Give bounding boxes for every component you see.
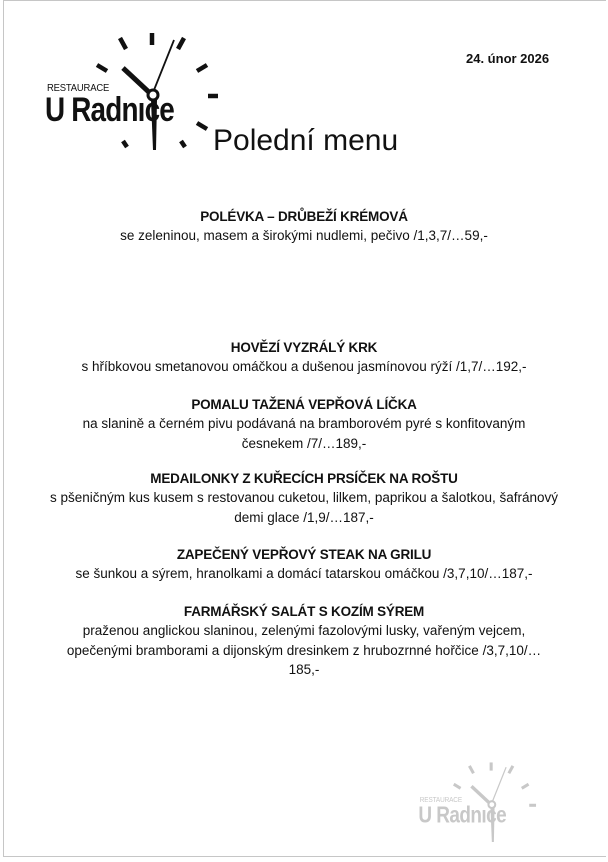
menu-item: [50, 469, 558, 527]
menu-item: [60, 602, 548, 680]
menu-item: [60, 395, 548, 453]
dish-description: s pšeničným kus kusem s restovanou cuketou, lilkem, paprikou a šalotkou, šafránový demi glace /1,9/…187,-: [50, 490, 558, 525]
menu-item: [40, 545, 568, 584]
logo-small-text: RESTAURACE: [419, 795, 462, 804]
restaurant-logo: [40, 25, 240, 155]
footer-logo: [415, 757, 551, 828]
dish-name: HOVĚZÍ VYZRÁLÝ KRK: [230, 340, 378, 355]
dish-name: MEDAILONKY Z KUŘECÍCH PRSÍČEK NA ROŠTU: [150, 471, 458, 486]
dish-description: s hříbkovou smetanovou omáčkou a dušenou jasmínovou rýží /1,7/…192,-: [81, 359, 527, 374]
dish-description: se šunkou a sýrem, hranolkami a domácí tatarskou omáčkou /3,7,10/…187,-: [75, 566, 533, 581]
page-title: Polední menu: [213, 124, 399, 157]
dish-description: praženou anglickou slaninou, zelenými fazolovými lusky, vařeným vejcem, opečenými bramborami a dijonským dresinkem z hrubozrnné hořčice /3,7,10/…185,-: [66, 623, 542, 677]
dish-description: na slanině a černém pivu podávaná na bramborovém pyré s konfitovaným česnekem /7/…189,-: [82, 416, 526, 451]
logo-name: U Radnıce: [418, 801, 507, 828]
menu-item: [40, 338, 568, 377]
menu-date: 24. únor 2026: [466, 51, 550, 66]
dish-name: ZAPEČENÝ VEPŘOVÝ STEAK NA GRILU: [176, 547, 432, 562]
dish-name: POMALU TAŽENÁ VEPŘOVÁ LÍČKA: [191, 397, 417, 412]
logo-name: U Radnıce: [45, 91, 174, 129]
dish-description: se zeleninou, masem a širokými nudlemi, pečivo /1,3,7/…59,-: [120, 228, 488, 243]
menu-item: [40, 207, 568, 246]
dish-name: POLÉVKA – DRŮBEŽÍ KRÉMOVÁ: [200, 209, 408, 224]
logo-small-text: RESTAURACE: [47, 82, 110, 94]
dish-name: FARMÁŘSKÝ SALÁT S KOZÍM SÝREM: [183, 604, 425, 619]
